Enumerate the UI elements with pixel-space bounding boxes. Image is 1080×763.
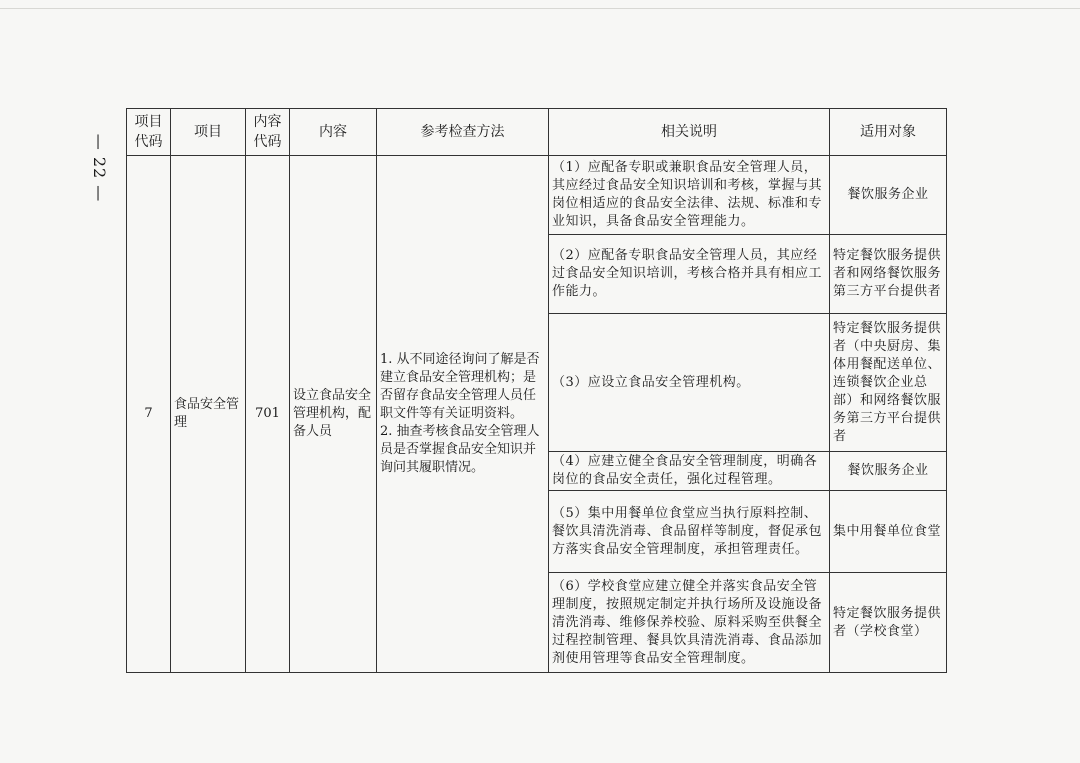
note-3: （3）应设立食品安全管理机构。: [549, 314, 830, 452]
header-target: 适用对象: [830, 109, 947, 156]
note-1: （1）应配备专职或兼职食品安全管理人员，其应经过食品安全知识培训和考核，掌握与其岗位相适应的食品安全法律、法规、标准和专业知识，具备食品安全管理能力。: [549, 156, 830, 235]
target-1: 餐饮服务企业: [830, 156, 947, 235]
header-item-code: 项目代码: [127, 109, 171, 156]
header-content: 内容: [290, 109, 377, 156]
cell-item: 食品安全管理: [171, 156, 246, 673]
target-6: 特定餐饮服务提供者（学校食堂）: [830, 573, 947, 673]
header-row: [127, 109, 947, 156]
target-3: 特定餐饮服务提供者（中央厨房、集体用餐配送单位、连锁餐饮企业总部）和网络餐饮服务第三方平台提供者: [830, 314, 947, 452]
header-content-code: 内容代码: [246, 109, 290, 156]
target-4: 餐饮服务企业: [830, 452, 947, 491]
cell-item-code: 7: [127, 156, 171, 673]
method-step-2: 2. 抽查考核食品安全管理人员是否掌握食品安全知识并询问其履职情况。: [380, 424, 540, 475]
cell-content: 设立食品安全管理机构，配备人员: [290, 156, 377, 673]
table-row: [127, 156, 947, 235]
header-item: 项目: [171, 109, 246, 156]
note-2: （2）应配备专职食品安全管理人员，其应经过食品安全知识培训，考核合格并具有相应工作能力。: [549, 235, 830, 314]
target-2: 特定餐饮服务提供者和网络餐饮服务第三方平台提供者: [830, 235, 947, 314]
cell-method: [377, 156, 549, 673]
inspection-table: [126, 108, 947, 673]
page-number: — 22 —: [90, 133, 110, 203]
top-edge-line: [0, 8, 1080, 9]
note-6: （6）学校食堂应建立健全并落实食品安全管理制度，按照规定制定并执行场所及设施设备清洗消毒、维修保养校验、原料采购至供餐全过程控制管理、餐具饮具清洗消毒、食品添加剂使用管理等食品安全管理制度。: [549, 573, 830, 673]
cell-content-code: 701: [246, 156, 290, 673]
method-step-1: 1. 从不同途径询问了解是否建立食品安全管理机构；是否留存食品安全管理人员任职文件等有关证明资料。: [380, 352, 540, 421]
note-5: （5）集中用餐单位食堂应当执行原料控制、餐饮具清洗消毒、食品留样等制度，督促承包方落实食品安全管理制度，承担管理责任。: [549, 491, 830, 573]
header-method: 参考检查方法: [377, 109, 549, 156]
header-notes: 相关说明: [549, 109, 830, 156]
note-4: （4）应建立健全食品安全管理制度，明确各岗位的食品安全责任，强化过程管理。: [549, 452, 830, 491]
target-5: 集中用餐单位食堂: [830, 491, 947, 573]
